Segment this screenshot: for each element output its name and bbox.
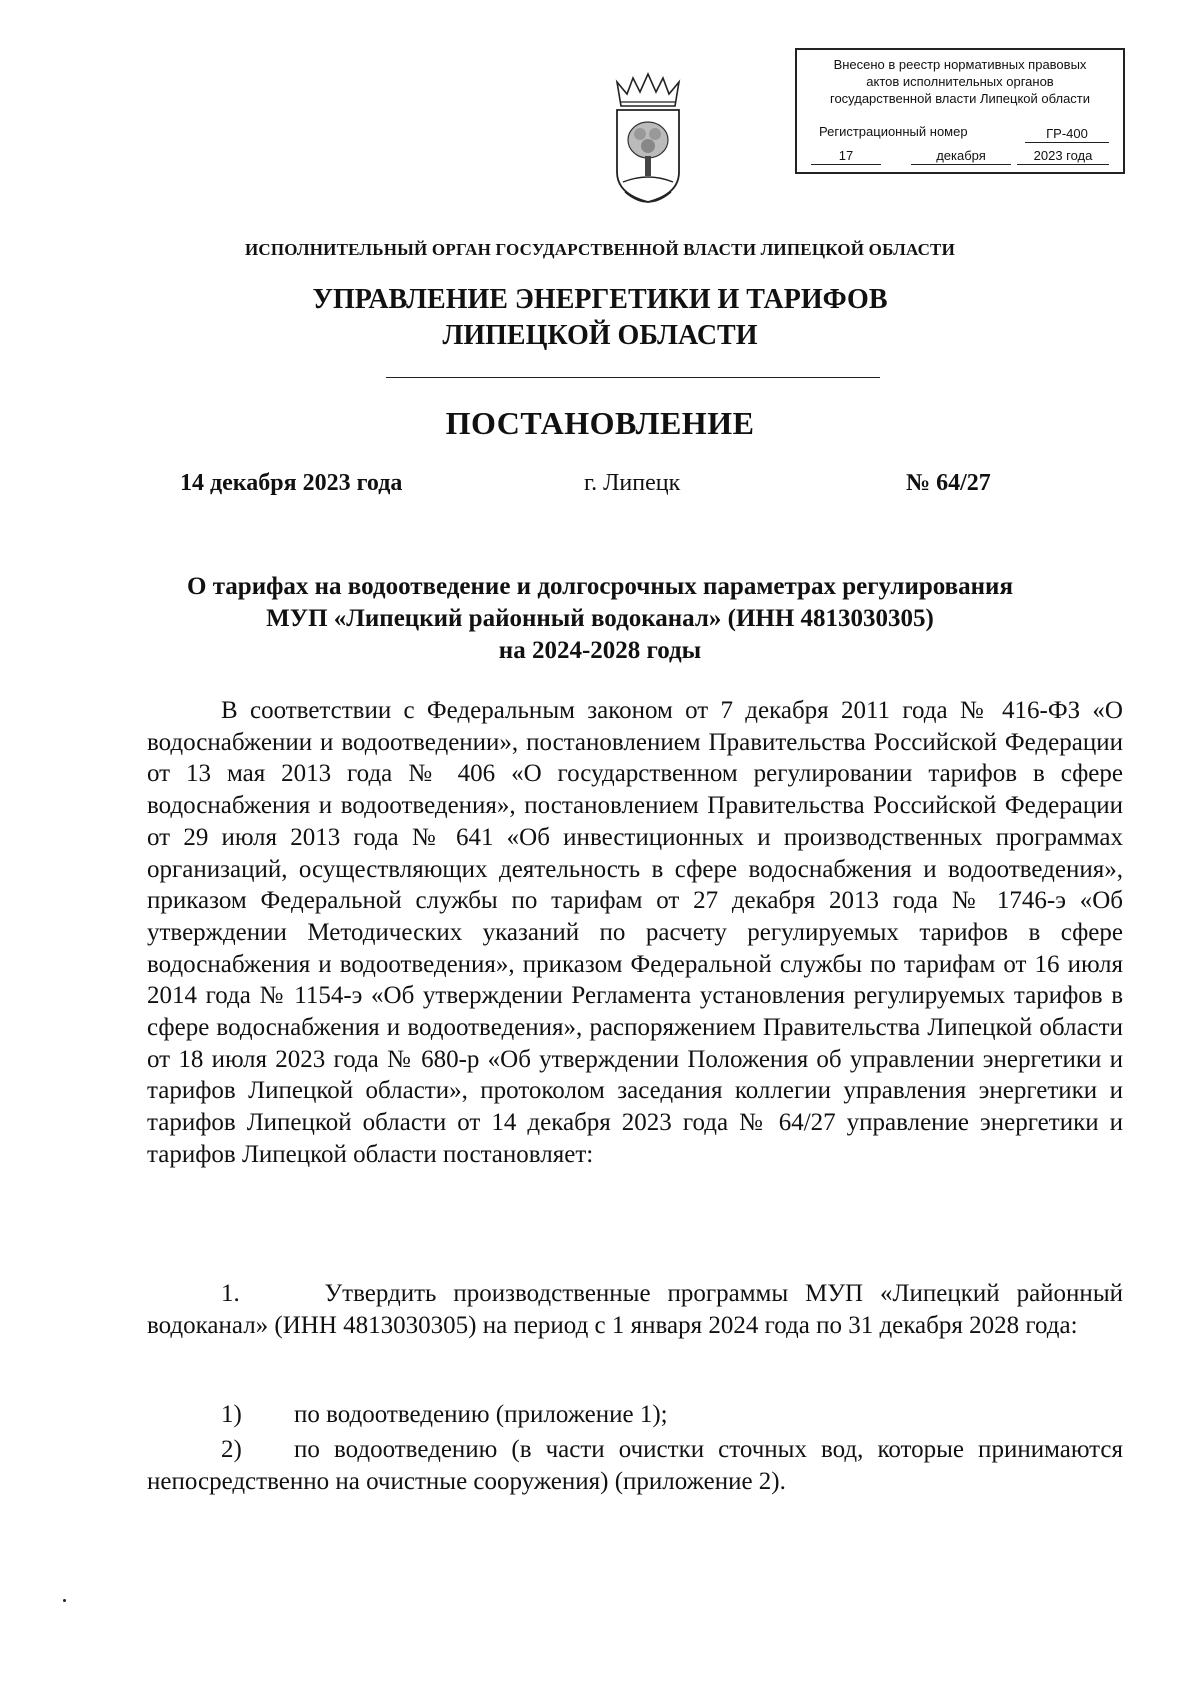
stamp-month: декабря bbox=[911, 147, 1011, 165]
department-name bbox=[0, 282, 1200, 354]
stamp-date-row bbox=[811, 147, 1109, 167]
subject-line-2: МУП «Липецкий районный водоканал» (ИНН 4813030305) bbox=[266, 605, 934, 632]
stamp-registration-row bbox=[819, 123, 1109, 143]
document-subject bbox=[0, 571, 1200, 667]
stamp-year: 2023 года bbox=[1017, 147, 1109, 165]
stamp-reg-label: Регистрационный номер bbox=[819, 124, 968, 139]
document-city: г. Липецк bbox=[584, 470, 681, 496]
stamp-reg-number: ГР-400 bbox=[1025, 125, 1109, 143]
subject-line-3: на 2024-2028 годы bbox=[498, 637, 702, 664]
list-item-number: 2) bbox=[221, 1436, 242, 1463]
stamp-line-2: актов исполнительных органов bbox=[866, 74, 1054, 89]
stamp-day: 17 bbox=[811, 147, 881, 165]
header-divider bbox=[386, 377, 880, 378]
department-line-1: УПРАВЛЕНИЕ ЭНЕРГЕТИКИ И ТАРИФОВ bbox=[312, 284, 888, 315]
stamp-line-3: государственной власти Липецкой области bbox=[829, 91, 1091, 106]
preamble-text: В соответствии с Федеральным законом от 7 декабря 2011 года № 416-ФЗ «О водоснабжении и водоотведении», постановлением Правительства Российской Федерации от 13 мая 2013 года № 406 «О государственном регулировании тарифов в сфере водоснабжения и водоотведения», постановлением Правительства Российской Федерации от 29 июля 2013 года № 641 «Об инвестиционных и производственных программах организаций, осуществляющих деятельность в сфере водоснабжения и водоотведения», приказом Федеральной службы по тарифам от 27 декабря 2013 года № 1746-э «Об утверждении Методических указаний по расчету регулируемых тарифов в сфере водоснабжения и водоотведения», приказом Федеральной службы по тарифам от 16 июля 2014 года № 1154-э «Об утверждении Регламента установления регулируемых тарифов в сфере водоснабжения и водоотведения», распоряжением Правительства Липецкой области от 18 июля 2023 года № 680-р «Об утверждении Положения об управлении энергетики и тарифов Липецкой области», протоколом заседания коллегии управления энергетики и тарифов Липецкой области от 14 декабря 2023 года № 64/27 управление энергетики и тарифов Липецкой области постановляет: bbox=[147, 697, 1123, 1168]
list-item-number: 1) bbox=[221, 1401, 242, 1428]
preamble-paragraph bbox=[147, 695, 1123, 1171]
list-item bbox=[147, 1434, 1123, 1497]
coat-of-arms-icon bbox=[607, 72, 689, 212]
clause-1-paragraph bbox=[147, 1278, 1123, 1341]
document-number: № 64/27 bbox=[906, 470, 991, 496]
document-date: 14 декабря 2023 года bbox=[180, 470, 403, 496]
list-item bbox=[147, 1399, 1123, 1431]
scan-speck bbox=[63, 1599, 66, 1602]
list-item-text: по водоотведению (в части очистки сточных вод, которые принимаются непосредственно на очистные сооружения) (приложение 2). bbox=[147, 1436, 1123, 1495]
subject-line-1: О тарифах на водоотведение и долгосрочных параметрах регулирования bbox=[187, 573, 1013, 600]
list-item-text: по водоотведению (приложение 1); bbox=[294, 1401, 668, 1428]
authority-name: ИСПОЛНИТЕЛЬНЫЙ ОРГАН ГОСУДАРСТВЕННОЙ ВЛАСТИ ЛИПЕЦКОЙ ОБЛАСТИ bbox=[244, 240, 956, 259]
document-type: ПОСТАНОВЛЕНИЕ bbox=[445, 405, 755, 441]
registry-stamp bbox=[795, 48, 1125, 174]
stamp-line-1: Внесено в реестр нормативных правовых bbox=[833, 57, 1087, 72]
clause-1-text: 1. Утвердить производственные программы МУП «Липецкий районный водоканал» (ИНН 4813030305) на период с 1 января 2024 года по 31 декабря 2028 года: bbox=[147, 1280, 1123, 1339]
department-line-2: ЛИПЕЦКОЙ ОБЛАСТИ bbox=[442, 320, 758, 351]
